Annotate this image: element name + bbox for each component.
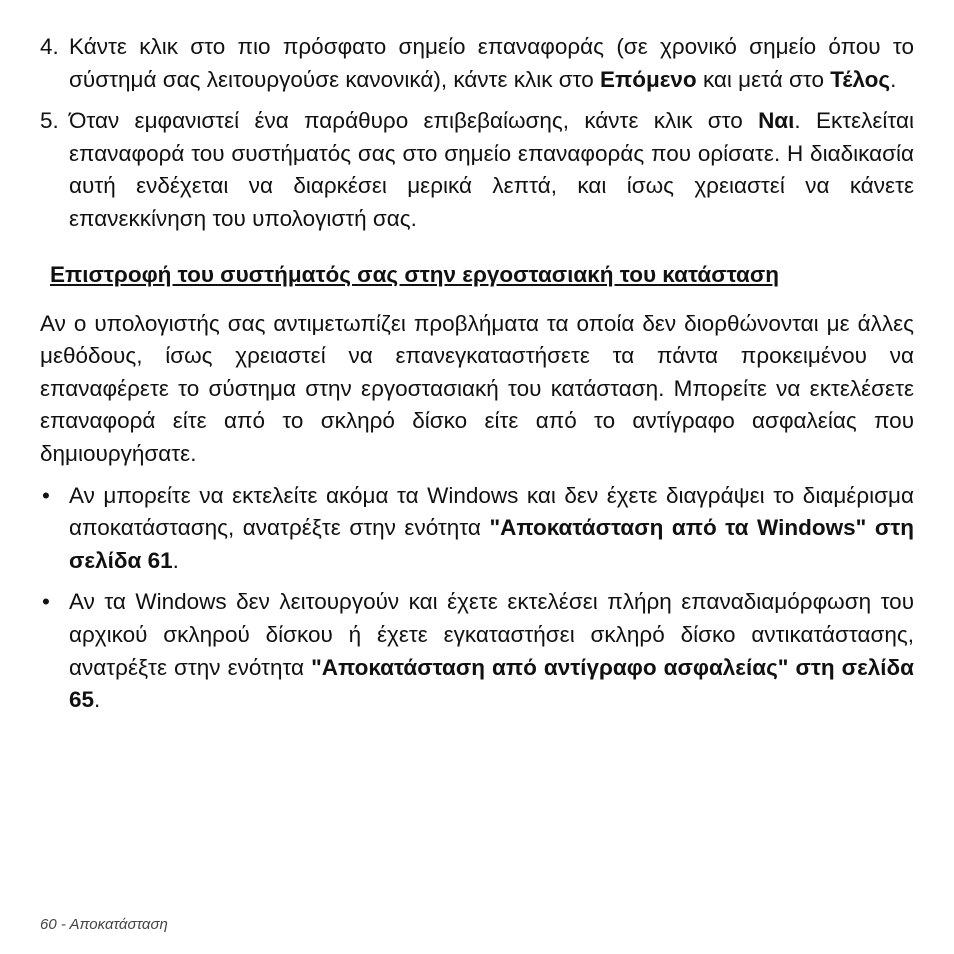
cross-reference-link[interactable]: "Αποκατάσταση από αντίγραφο ασφαλείας" στη σελίδα 65 — [69, 654, 914, 713]
bullet-icon: • — [42, 482, 50, 508]
bullet-text: Αν τα Windows δεν λειτουργούν και έχετε εκτελέσει πλήρη επαναδιαμόρφωση του αρχικού σκληρού δίσκου ή έχετε εγκαταστήσει σκληρό δίσκο αντικατάστασης, ανατρέξτε στην ενότητα — [69, 589, 914, 680]
step-text: Όταν εμφανιστεί ένα παράθυρο επιβεβαίωσης, κάντε κλικ στο — [69, 108, 759, 134]
bullet-item — [40, 586, 914, 716]
bullet-end: . — [172, 547, 179, 573]
document-page — [40, 31, 914, 726]
step-text: Κάντε κλικ στο πιο πρόσφατο σημείο επαναφοράς (σε χρονικό σημείο όπου το σύστημά σας λειτουργούσε κανονικά), κάντε κλικ στο — [69, 34, 914, 92]
cross-reference-link[interactable]: "Αποκατάσταση από τα Windows" στη σελίδα 61 — [69, 515, 914, 573]
step-number: 4. — [40, 34, 59, 59]
step-text: . — [890, 66, 897, 92]
step-number: 5. — [40, 108, 59, 134]
step-text: και μετά στο — [696, 66, 831, 92]
bullet-end: . — [94, 687, 101, 713]
intro-paragraph: Αν ο υπολογιστής σας αντιμετωπίζει προβλήματα τα οποία δεν διορθώνονται με άλλες μεθόδους, ίσως χρειαστεί να επανεγκαταστήσετε τα πάντα προκειμένου να επαναφέρετε το σύστημα στην εργοστασιακή του κατάσταση. Μπορείτε να εκτελέσετε επαναφορά είτε από το σκληρό δίσκο είτε από το αντίγραφο ασφαλείας που δημιουργήσατε. — [40, 310, 914, 466]
yes-label: Ναι — [758, 108, 795, 134]
next-label: Επόμενο — [600, 66, 697, 92]
page-footer: 60 - Αποκατάσταση — [40, 916, 168, 933]
finish-label: Τέλος — [830, 66, 891, 92]
step-5 — [40, 105, 914, 235]
section-heading: Επιστροφή του συστήματός σας στην εργοστασιακή του κατάσταση — [50, 261, 779, 287]
bullet-item — [40, 480, 914, 578]
bullet-icon: • — [42, 589, 50, 615]
step-text: . Εκτελείται επαναφορά του συστήματός σας στο σημείο επαναφοράς που ορίσατε. Η διαδικασία αυτή ενδέχεται να διαρκέσει μερικά λεπτά, και ίσως χρειαστεί να κάνετε επανεκκίνηση του υπολογιστή σας. — [69, 108, 914, 231]
bullet-text: Αν μπορείτε να εκτελείτε ακόμα τα Windows και δεν έχετε διαγράψει το διαμέρισμα αποκατάστασης, ανατρέξτε στην ενότητα — [69, 482, 914, 541]
step-4 — [40, 31, 914, 96]
